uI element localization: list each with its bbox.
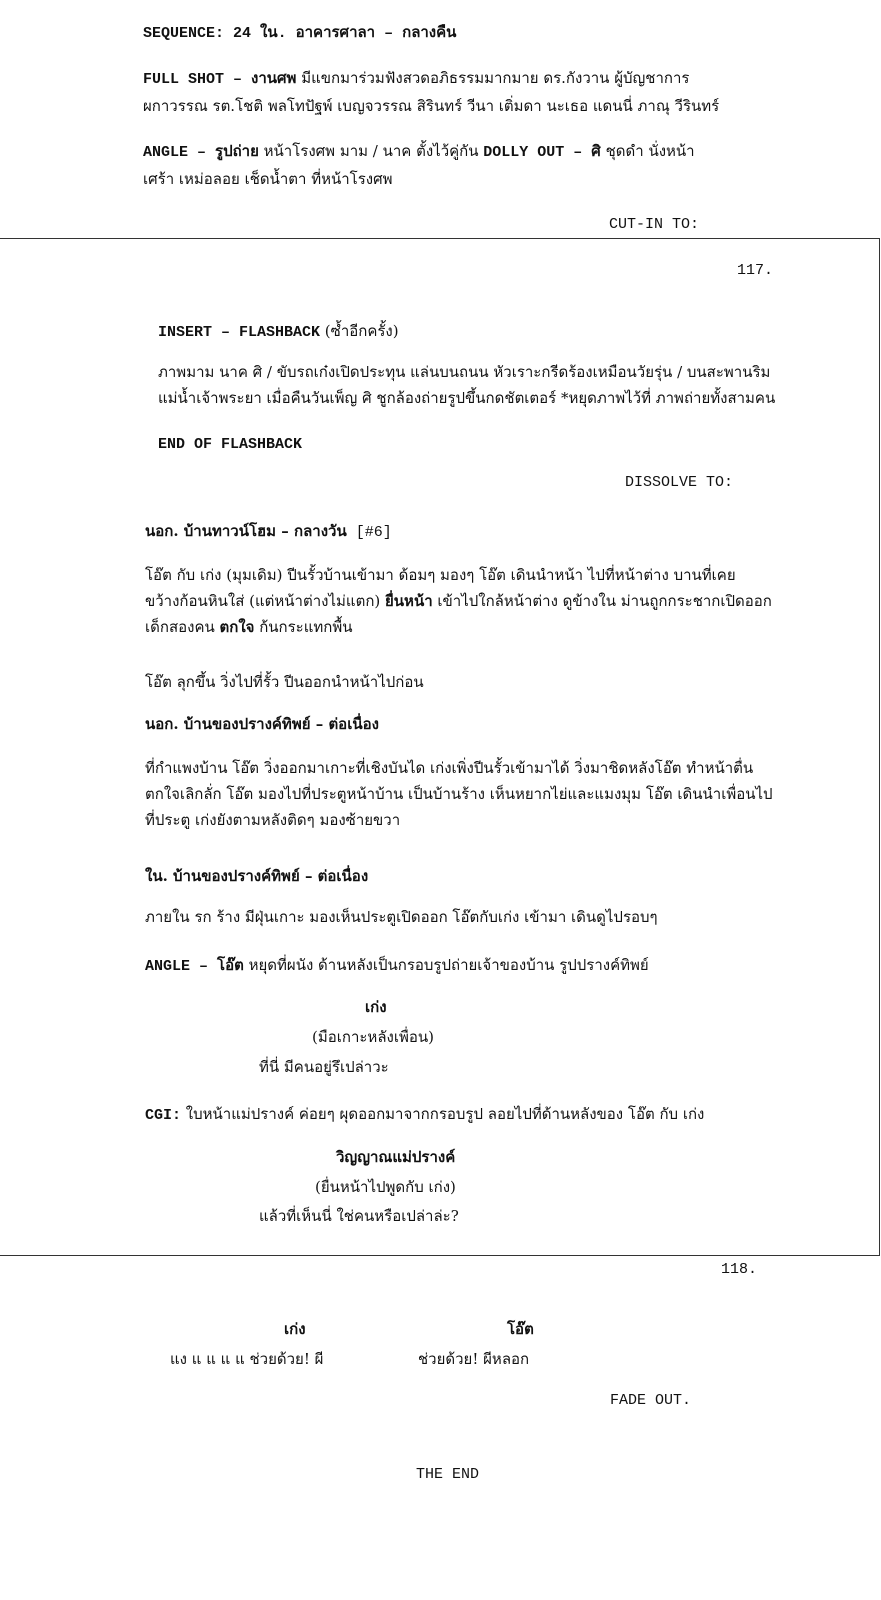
dual-dialogue-character-oat: โอ๊ต bbox=[507, 1320, 534, 1338]
action-full-shot: FULL SHOT – งานศพ มีแขกมาร่วมฟังสวดอภิธรรมมากมาย ดร.กังวาน ผู้บัญชาการ ผกาวรรณ รต.โชติ พลโทปัฐพ์ เบญจวรรณ สิรินทร์ วีนา เติ่มดา นะเธอ แดนนี่ ภาณุ วีรินทร์ bbox=[143, 69, 720, 115]
insert-flashback-heading: INSERT – FLASHBACK (ซ้ำอีกครั้ง) bbox=[158, 322, 399, 341]
shot-label-full-shot: FULL SHOT – งานศพ bbox=[143, 71, 297, 88]
transition-fade-out: FADE OUT. bbox=[610, 1392, 692, 1409]
scene-heading-interior-house: ใน. บ้านของปรางค์ทิพย์ – ต่อเนื่อง bbox=[145, 867, 369, 885]
dialogue-parenthetical: (มือเกาะหลังเพื่อน) bbox=[312, 1028, 434, 1046]
the-end: THE END bbox=[416, 1466, 480, 1483]
shot-label-dolly-out: DOLLY OUT – ศิ bbox=[483, 144, 601, 161]
action-angle-photo: ANGLE – รูปถ่าย หน้าโรงศพ มาม / นาค ตั้งไว้คู่กัน DOLLY OUT – ศิ ชุดดำ นั่งหน้า เศร้า เหม่อลอย เช็ดน้ำตา ที่หน้าโรงศพ bbox=[143, 142, 695, 188]
action-cgi: CGI: ใบหน้าแม่ปรางค์ ค่อยๆ ผุดออกมาจากกรอบรูป ลอยไปที่ด้านหลังของ โอ๊ต กับ เก่ง bbox=[145, 1105, 705, 1124]
action-flashback: ภาพมาม นาค ศิ / ขับรถเก๋งเปิดประทุน แล่นบนถนน หัวเราะกรีดร้องเหมือนวัยรุ่น / บนสะพานริม แม่น้ำเจ้าพระยา เมื่อคืนวันเพ็ญ ศิ ชูกล้องถ่ายรูปขึ้นกดชัตเตอร์ *หยุดภาพไว้ที่ ภาพถ่ายทั้งสามคน bbox=[158, 363, 776, 407]
dialogue-parenthetical: (ยื่นหน้าไปพูดกับ เก่ง) bbox=[315, 1178, 456, 1196]
scene-heading-exterior-house: นอก. บ้านของปรางค์ทิพย์ – ต่อเนื่อง bbox=[145, 715, 379, 733]
scene-heading-sequence: SEQUENCE: 24 ใน. อาคารศาลา – กลางคืน bbox=[143, 25, 457, 42]
action-townhome: โอ๊ต กับ เก่ง (มุมเดิม) ปีนรั้วบ้านเข้ามา ด้อมๆ มองๆ โอ๊ต เดินนำหน้า ไปที่หน้าต่าง บานที่เคย ขว้างก้อนหินใส่ (แต่หน้าต่างไม่แตก) ยื่นหน้า เข้าไปใกล้หน้าต่าง ดูข้างใน ม่านถูกกระชากเปิดออก เด็กสองคน ตกใจ ก้นกระแทกพื้น bbox=[145, 566, 772, 636]
dialogue-line: แล้วที่เห็นนี่ ใช่คนหรือเปล่าล่ะ? bbox=[259, 1207, 459, 1225]
script-page-117 bbox=[0, 238, 880, 1256]
dual-dialogue-line-oat: ช่วยด้วย! ผีหลอก bbox=[418, 1350, 530, 1368]
shot-label-angle: ANGLE – รูปถ่าย bbox=[143, 144, 259, 161]
action-oat-climbs: โอ๊ต ลุกขึ้น วิ่งไปที่รั้ว ปีนออกนำหน้าไปก่อน bbox=[145, 673, 424, 691]
action-exterior-house: ที่กำแพงบ้าน โอ๊ต วิ่งออกมาเกาะที่เชิงบันได เก่งเพิ่งปีนรั้วเข้ามาได้ วิ่งมาชิดหลังโอ๊ต ทำหน้าตื่น ตกใจเลิกลั่ก โอ๊ต มองไปที่ประตูหน้าบ้าน เป็นบ้านร้าง เห็นหยากไย่และแมงมุม โอ๊ต เดินนำเพื่อนไป ที่ประตู เก่งยังตามหลังติดๆ มองซ้ายขวา bbox=[145, 759, 773, 829]
page-number: 118. bbox=[721, 1261, 758, 1278]
dual-dialogue-line-keng: แง แ แ แ แ ช่วยด้วย! ผี bbox=[170, 1350, 324, 1368]
dialogue-line: ที่นี่ มีคนอยู่รึเปล่าวะ bbox=[259, 1058, 389, 1076]
transition-cut-in: CUT-IN TO: bbox=[609, 216, 700, 233]
action-angle-oat: ANGLE – โอ๊ต หยุดที่ผนัง ด้านหลังเป็นกรอบรูปถ่ายเจ้าของบ้าน รูปปรางค์ทิพย์ bbox=[145, 956, 649, 975]
end-of-flashback: END OF FLASHBACK bbox=[158, 436, 303, 453]
dual-dialogue-character-keng: เก่ง bbox=[284, 1320, 306, 1338]
dialogue-character-keng: เก่ง bbox=[365, 998, 387, 1016]
page-number: 117. bbox=[737, 262, 774, 279]
transition-dissolve: DISSOLVE TO: bbox=[625, 474, 734, 491]
dialogue-character-spirit: วิญญาณแม่ปรางค์ bbox=[336, 1148, 456, 1166]
action-interior-house: ภายใน รก ร้าง มีฝุ่นเกาะ มองเห็นประตูเปิดออก โอ๊ตกับเก่ง เข้ามา เดินดูไปรอบๆ bbox=[145, 908, 658, 926]
scene-heading-townhome: นอก. บ้านทาวน์โฮม – กลางวัน [#6] bbox=[145, 522, 392, 541]
